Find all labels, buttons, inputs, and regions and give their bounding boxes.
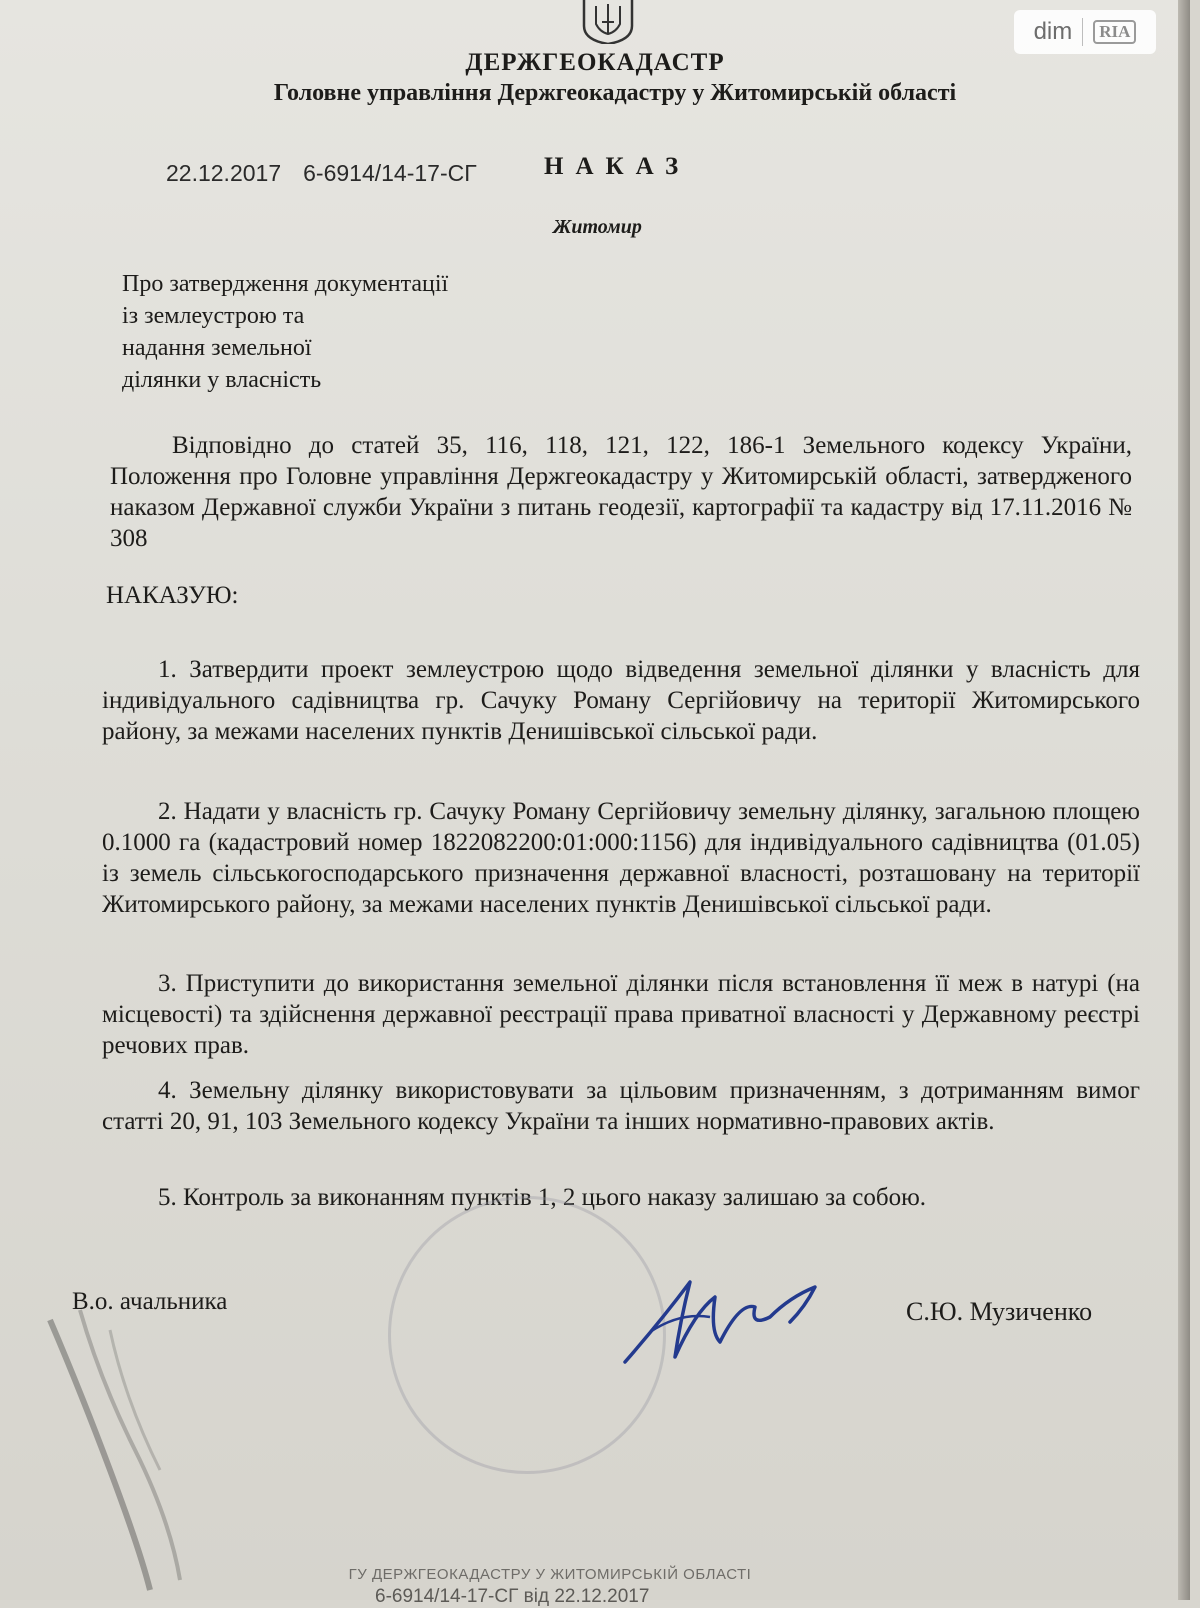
footer-registry-stamp: ГУ ДЕРЖГЕОКАДАСТРУ У ЖИТОМИРСЬКІЙ ОБЛАСТІ — [348, 1566, 752, 1583]
watermark-divider — [1082, 18, 1083, 46]
page-edge-shadow — [1178, 0, 1190, 1600]
order-subject — [122, 268, 552, 396]
subject-line: ділянки у власність — [122, 367, 322, 393]
smudge-marks — [40, 1300, 300, 1600]
agency-name: ДЕРЖГЕОКАДАСТР — [465, 49, 725, 76]
order-date: 22.12.2017 — [166, 160, 282, 186]
trident-emblem-icon — [576, 0, 640, 44]
subject-line: із землеустрою та — [122, 303, 305, 329]
handwritten-signature — [620, 1262, 830, 1372]
signatory-position: В.о. ачальника — [72, 1288, 228, 1315]
watermark-ria-logo: RIA — [1093, 20, 1136, 44]
department-name: Головне управління Держгеокадастру у Житомирській області — [273, 80, 957, 106]
order-item: 1. Затвердити проект землеустрою щодо відведення земельної ділянки у власність для індивідуального садівництва гр. Сачуку Роману Сергійовичу на території Житомирського району, за межами населених пунктів Денишівської сільської ради. — [102, 656, 1140, 745]
subject-line: Про затвердження документації — [122, 271, 449, 297]
watermark — [1014, 10, 1156, 54]
footer-reference: 6-6914/14-17-СГ від 22.12.2017 — [375, 1586, 650, 1607]
order-item: 4. Земельну ділянку використовувати за цільовим призначенням, з дотриманням вимог статті 20, 91, 103 Земельного кодексу України та інших нормативно-правових актів. — [102, 1077, 1140, 1135]
order-date-number — [166, 160, 477, 187]
order-city: Житомир — [553, 216, 642, 238]
order-number: 6-6914/14-17-СГ — [303, 160, 477, 186]
order-title: НАКАЗ — [544, 153, 691, 180]
signatory-name: С.Ю. Музиченко — [906, 1297, 1093, 1326]
order-item: 2. Надати у власність гр. Сачуку Роману Сергійовичу земельну ділянку, загальною площею 0.1000 га (кадастровий номер 1822082200:01:000:1156) для індивідуального садівництва (01.05) із земель сільськогосподарського призначення державної власності, розташовану на території Житомирського району, за межами населених пунктів Денишівської сільської ради. — [102, 798, 1140, 918]
order-item: 5. Контроль за виконанням пунктів 1, 2 цього наказу залишаю за собою. — [158, 1184, 927, 1211]
legal-basis-paragraph: Відповідно до статей 35, 116, 118, 121, 122, 186-1 Земельного кодексу України, Положення про Головне управління Держгеокадастру у Житомирській області, затвердженого наказом Державної служби України з питань геодезії, картографії та кадастру від 17.11.2016 № 308 — [110, 432, 1132, 552]
watermark-dim-logo: dim — [1033, 18, 1073, 45]
order-directive-heading: НАКАЗУЮ: — [106, 582, 239, 609]
subject-line: надання земельної — [122, 335, 312, 361]
order-item: 3. Приступити до використання земельної ділянки після встановлення її меж в натурі (на місцевості) та здійснення державної реєстрації права приватної власності у Державному реєстрі речових прав. — [102, 970, 1140, 1059]
